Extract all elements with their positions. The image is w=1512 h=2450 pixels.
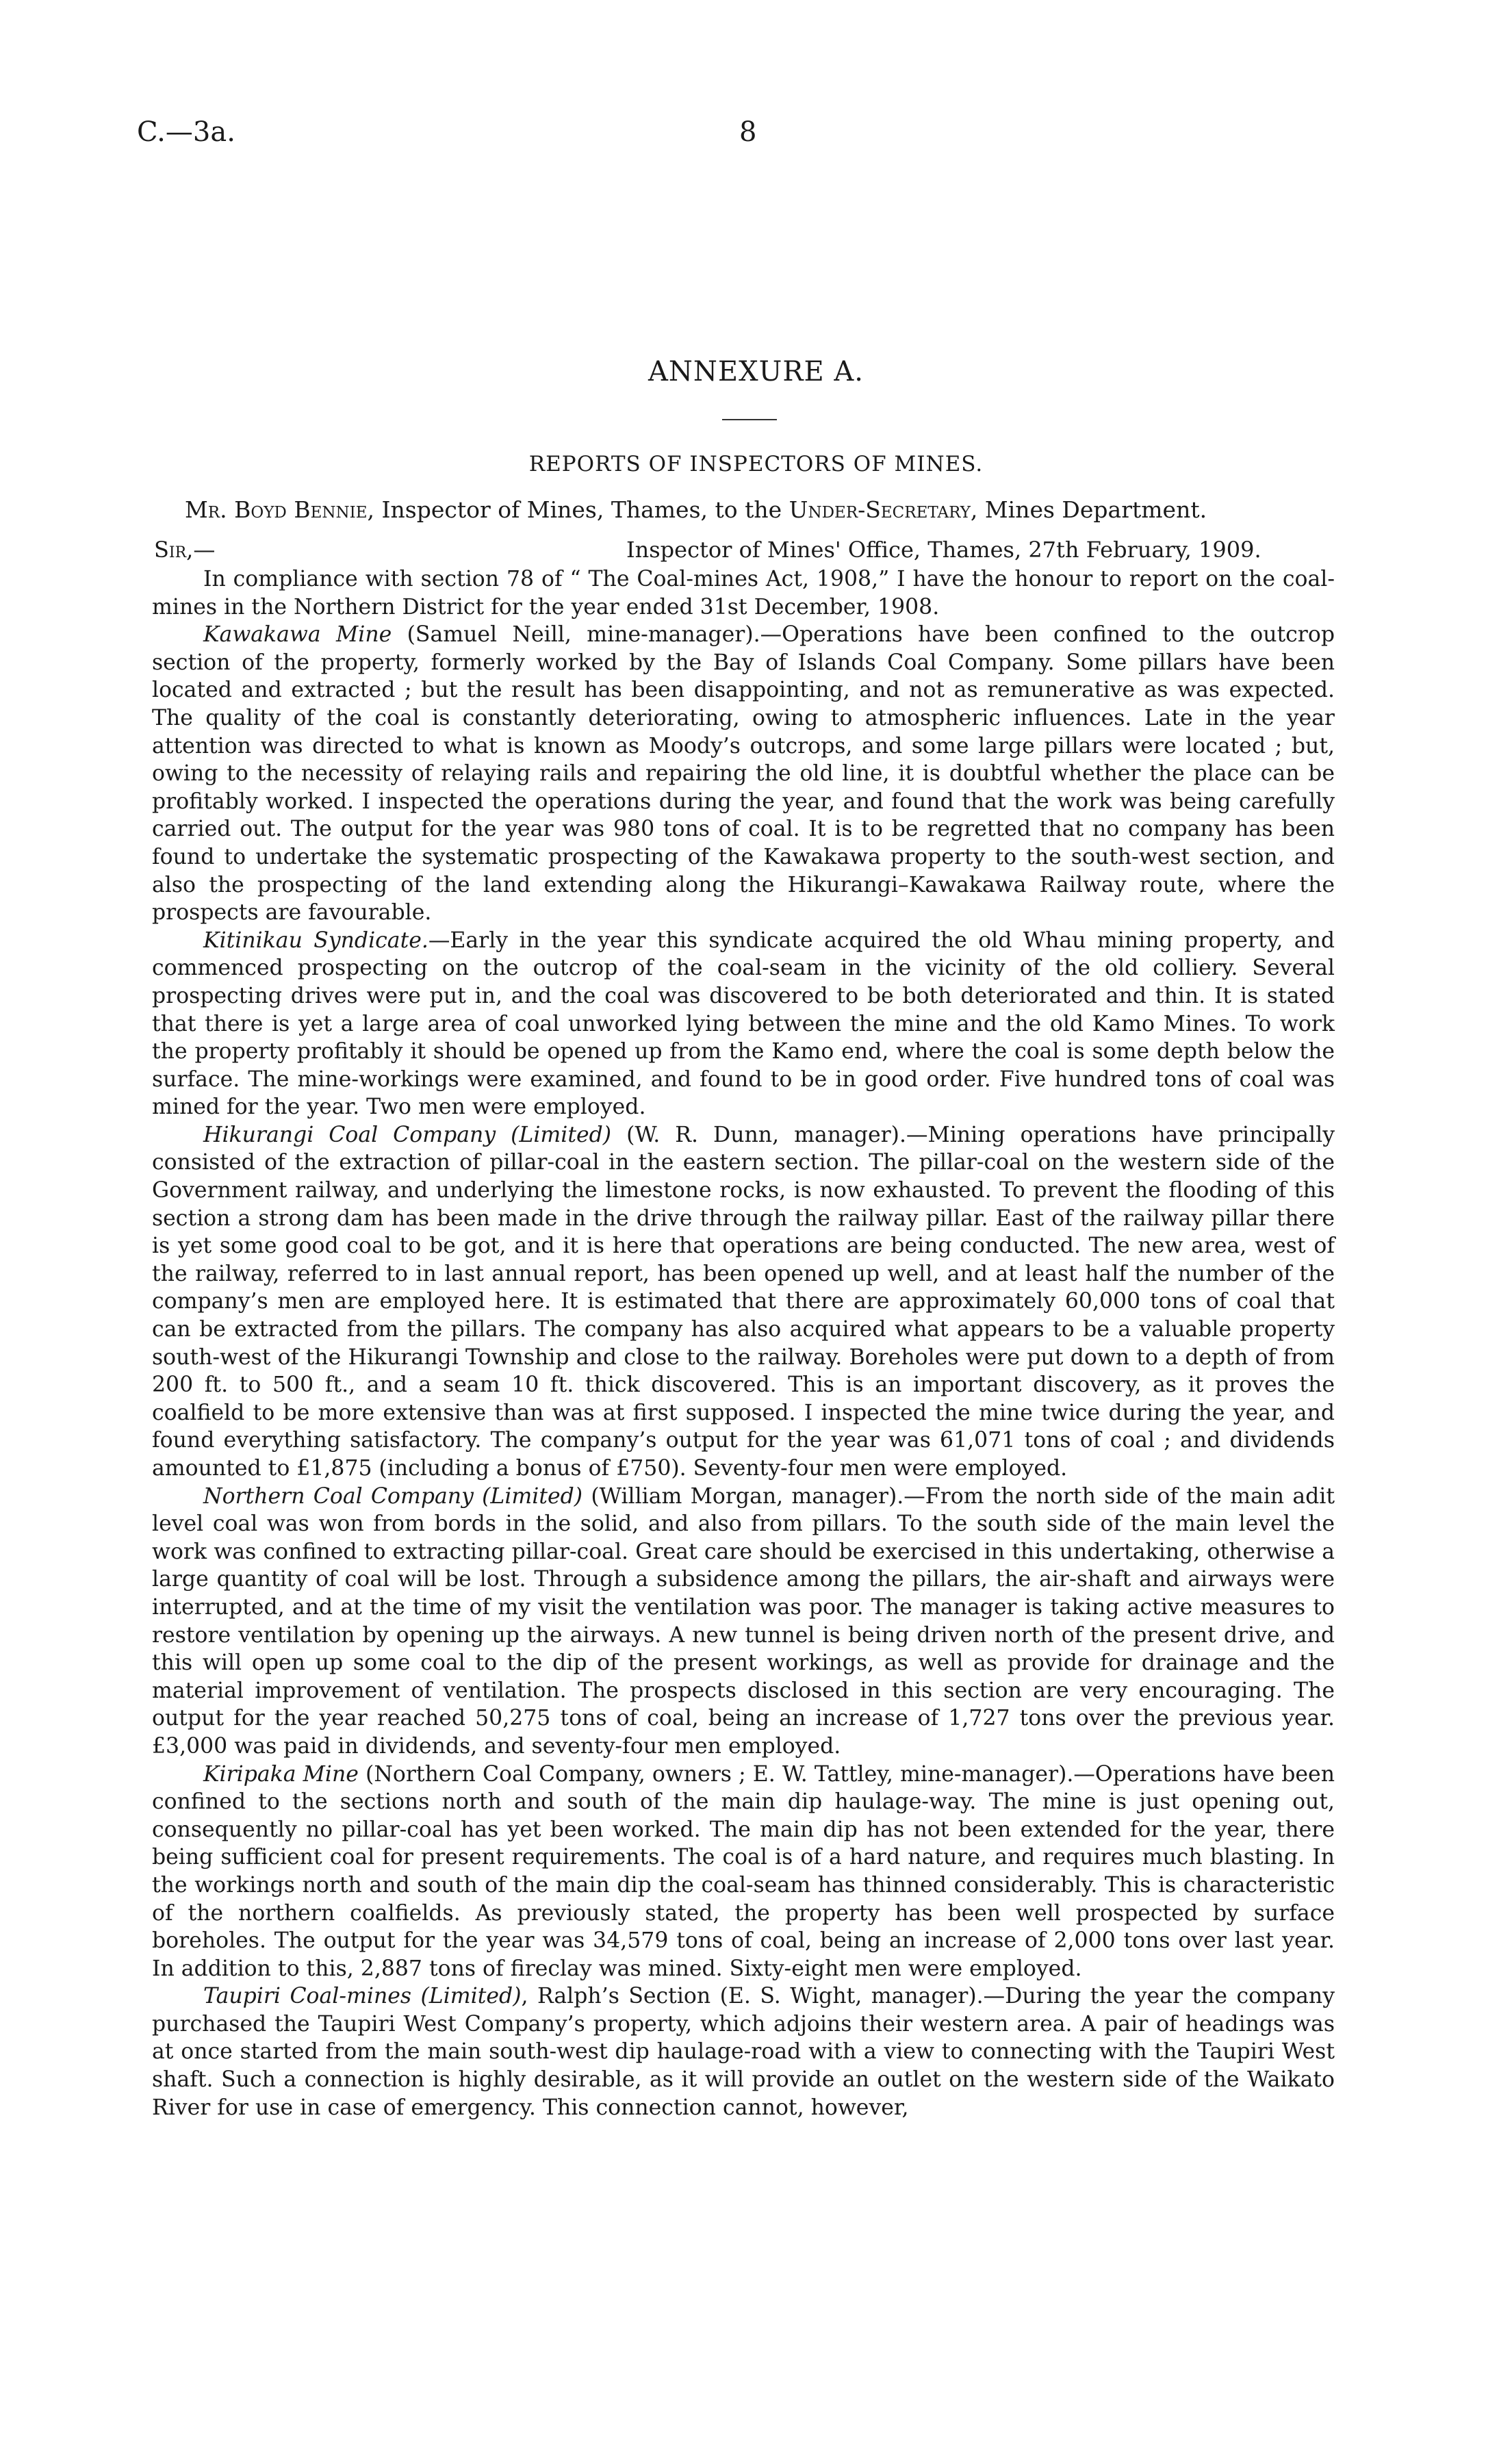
paragraph-lead: Kawakawa Mine	[203, 622, 392, 648]
paragraph-text: In compliance with section 78 of “ The Coal-mines Act, 1908,” I have the honour to report on the coal-mines in the Northern District for the year ended 31st December, 1908.	[152, 567, 1335, 620]
paragraph-kawakawa	[152, 621, 1335, 927]
paragraph-text: (W. R. Dunn, manager).—Mining operations have principally consisted of the extraction of pillar-coal in the eastern section. The pillar-coal on the western side of the Government railway, and underlying the limestone rocks, is now exhausted. To prevent the flooding of this section a strong dam has been made in the drive through the railway pillar. East of the railway pillar there is yet some good coal to be got, and it is here that operations are being conducted. The new area, west of the railway, referred to in last annual report, has been opened up well, and at least half the number of the company’s men are employed here. It is estimated that there are approximately 60,000 tons of coal that can be extracted from the pillars. The company has also acquired what appears to be a valuable property south-west of the Hikurangi Township and close to the railway. Boreholes were put down to a depth of from 200 ft. to 500 ft., and a seam 10 ft. thick discovered. This is an important discovery, as it proves the coalfield to be more extensive than was at first supposed. I inspected the mine twice during the year, and found everything satisfactory. The company’s output for the year was 61,071 tons of coal ; and dividends amounted to £1,875 (including a bonus of £750). Seventy-four men were employed.	[152, 1122, 1335, 1481]
paragraph-hikurangi	[152, 1121, 1335, 1483]
document-reference: C.—3a.	[137, 116, 235, 148]
paragraph-lead: Kitinikau Syndicate.	[203, 928, 428, 953]
paragraph-lead: Northern Coal Company (Limited)	[203, 1483, 583, 1509]
paragraph-text: —Early in the year this syndicate acquired the old Whau mining property, and commenced prospecting on the outcrop of the coal-seam in the vicinity of the old colliery. Several prospecting drives were put in, and the coal was discovered to be both deteriorated and thin. It is stated that there is yet a large area of coal unworked lying between the mine and the old Kamo Mines. To work the property profitably it should be opened up from the Kamo end, where the coal is some depth below the surface. The mine-workings were examined, and found to be in good order. Five hundred tons of coal was mined for the year. Two men were employed.	[152, 928, 1335, 1120]
salutation: Sir,—	[154, 537, 216, 563]
paragraph-text: (Samuel Neill, mine-manager).—Operations have been confined to the outcrop section of the property, formerly worked by the Bay of Islands Coal Company. Some pillars have been located and extracted ; but the result has been disappointing, and not as remunerative as was expected. The quality of the coal is constantly deteriorating, owing to atmospheric influences. Late in the year attention was directed to what is known as Moody’s outcrops, and some large pillars were located ; but, owing to the necessity of relaying rails and repairing the old line, it is doubtful whether the place can be profitably worked. I inspected the operations during the year, and found that the work was being carefully carried out. The output for the year was 980 tons of coal. It is to be regretted that no company has been found to undertake the systematic prospecting of the Kawakawa property to the south-west section, and also the prospecting of the land extending along the Hikurangi–Kawakawa Railway route, where the prospects are favourable.	[152, 622, 1335, 926]
reports-heading: REPORTS OF INSPECTORS OF MINES.	[528, 452, 984, 476]
report-body	[152, 565, 1335, 2121]
recipient-title: Under-Secretary	[789, 496, 971, 523]
paragraph-northern	[152, 1483, 1335, 1761]
intro-suffix: , Mines Department.	[970, 496, 1207, 523]
salutation-row	[154, 537, 1386, 564]
report-intro-line	[185, 496, 1389, 523]
paragraph-lead: Hikurangi Coal Company (Limited)	[203, 1122, 612, 1147]
intro-prefix: Mr.	[185, 496, 235, 523]
paragraph-lead: Kiripaka Mine	[203, 1761, 359, 1787]
paragraph-kitinikau	[152, 927, 1335, 1121]
paragraph-text: , Ralph’s Section (E. S. Wight, manager).—During the year the company purchased the Taupiri West Company’s property, which adjoins their western area. A pair of headings was at once started from the main south-west dip haulage-road with a view to connecting with the Taupiri West shaft. Such a connection is highly desirable, as it will provide an outlet on the western side of the Waikato River for use in case of emergency. This connection cannot, however,	[152, 1984, 1335, 2120]
paragraph-text: (Northern Coal Company, owners ; E. W. Tattley, mine-manager).—Operations have been confined to the sections north and south of the main dip haulage-way. The mine is just opening out, consequently no pillar-coal has yet been worked. The main dip has not been extended for the year, there being sufficient coal for present requirements. The coal is of a hard nature, and requires much blasting. In the workings north and south of the main dip the coal-seam has thinned considerably. This is characteristic of the northern coalfields. As previously stated, the property has been well prospected by surface boreholes. The output for the year was 34,579 tons of coal, being an increase of 2,000 tons over last year. In addition to this, 2,887 tons of fireclay was mined. Sixty-eight men were employed.	[152, 1761, 1335, 1981]
title-divider	[722, 419, 777, 420]
paragraph-taupiri	[152, 1982, 1335, 2121]
annexure-title: ANNEXURE A.	[648, 356, 864, 387]
office-dateline: Inspector of Mines' Office, Thames, 27th February, 1909.	[626, 537, 1261, 563]
intro-middle: , Inspector of Mines, Thames, to the	[367, 496, 789, 523]
paragraph-lead: Taupiri Coal-mines (Limited)	[203, 1984, 522, 2009]
page-number: 8	[739, 116, 757, 148]
paragraph-intro	[152, 565, 1335, 621]
inspector-name: Boyd Bennie	[234, 496, 368, 523]
paragraph-kiripaka	[152, 1761, 1335, 1983]
paragraph-text: (William Morgan, manager).—From the north side of the main adit level coal was won from bords in the solid, and also from pillars. To the south side of the main level the work was confined to extracting pillar-coal. Great care should be exercised in this undertaking, otherwise a large quantity of coal will be lost. Through a subsidence among the pillars, the air-shaft and airways were interrupted, and at the time of my visit the ventilation was poor. The manager is taking active measures to restore ventilation by opening up the airways. A new tunnel is being driven north of the present drive, and this will open up some coal to the dip of the present workings, as well as provide for drainage and the material improvement of ventilation. The prospects disclosed in this section are very encouraging. The output for the year reached 50,275 tons of coal, being an increase of 1,727 tons over the previous year. £3,000 was paid in dividends, and seventy-four men employed.	[152, 1483, 1335, 1759]
